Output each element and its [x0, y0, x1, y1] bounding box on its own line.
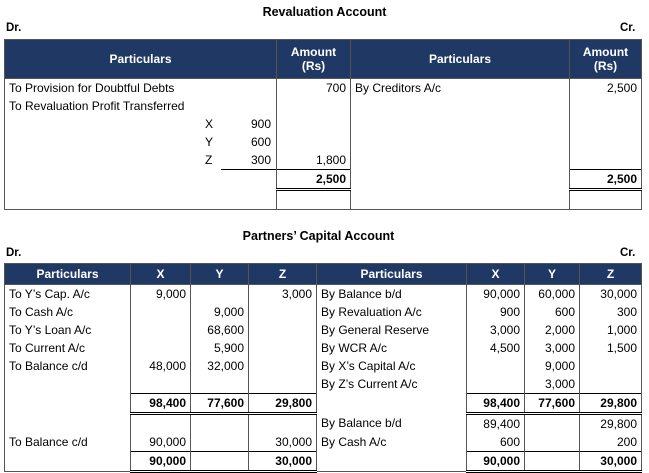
- partner-z-label: Z: [205, 151, 212, 169]
- cap-header-particulars-right: Particulars: [317, 264, 467, 285]
- revaluation-dr-label: Dr.: [6, 22, 21, 34]
- cell-x-left: [131, 375, 191, 394]
- cell-x-right: 4,500: [467, 339, 525, 357]
- table-row: [5, 339, 642, 357]
- cell-x-right: [467, 375, 525, 394]
- final-total-z-right: 30,000: [580, 452, 642, 472]
- cell-z-right: 1,000: [580, 321, 642, 339]
- cell-y-left: [191, 414, 249, 434]
- header-amount-left-line2: (Rs): [302, 59, 325, 73]
- cell-y-right: 3,000: [525, 375, 580, 394]
- cell-particulars-left: [5, 375, 131, 394]
- table-row: [5, 285, 642, 304]
- cap-header-particulars-left: Particulars: [5, 264, 131, 285]
- cell-x-left: [131, 339, 191, 357]
- partner-y-share: 600: [237, 133, 271, 151]
- header-amount-right: [570, 40, 642, 79]
- cell-y-right: 60,000: [525, 285, 580, 304]
- cell-y-right: 9,000: [525, 357, 580, 375]
- cell-particulars-left: To Current A/c: [5, 339, 131, 357]
- revaluation-total-left: 2,500: [277, 170, 351, 190]
- cell-z-left: [249, 375, 317, 394]
- table-row: [5, 433, 642, 452]
- cell-particulars-right: By WCR A/c: [317, 339, 467, 357]
- cell-z-right: [580, 357, 642, 375]
- cell-particulars-left: To Y’s Cap. A/c: [5, 285, 131, 304]
- cell-z-left: 3,000: [249, 285, 317, 304]
- profit-transferred-amount: 1,800: [277, 151, 351, 170]
- revaluation-table: [4, 39, 642, 210]
- total-x-left: 98,400: [131, 394, 191, 414]
- revaluation-row: [5, 115, 642, 133]
- cell-x-left: 48,000: [131, 357, 191, 375]
- header-amount-right-line1: Amount: [583, 45, 628, 59]
- profit-transferred-label: To Revaluation Profit Transferred: [5, 97, 277, 115]
- table-row: [5, 303, 642, 321]
- creditors-amount: 2,500: [570, 79, 642, 98]
- total-z-left: 29,800: [249, 394, 317, 414]
- cell-particulars-left: To Cash A/c: [5, 303, 131, 321]
- cell-particulars-left: [5, 414, 131, 434]
- cap-header-z-right: Z: [580, 264, 642, 285]
- total-z-right: 29,800: [580, 394, 642, 414]
- provision-amount: 700: [277, 79, 351, 98]
- partner-y-label: Y: [205, 133, 213, 151]
- cell-x-left: 9,000: [131, 285, 191, 304]
- cell-particulars-left: To Balance c/d: [5, 433, 131, 452]
- cell-x-left: [131, 414, 191, 434]
- revaluation-row: [5, 151, 642, 170]
- cell-x-right: 90,000: [467, 285, 525, 304]
- cell-y-left: [191, 375, 249, 394]
- cap-header-x-right: X: [467, 264, 525, 285]
- cell-x-left: 90,000: [131, 433, 191, 452]
- revaluation-total-row: [5, 170, 642, 190]
- cell-x-right: 3,000: [467, 321, 525, 339]
- capital-cr-label: Cr.: [620, 247, 635, 259]
- cell-y-left: [191, 433, 249, 452]
- cell-z-left: [249, 414, 317, 434]
- cap-header-y-right: Y: [525, 264, 580, 285]
- cell-particulars-right: By Balance b/d: [317, 414, 467, 434]
- cell-z-left: [249, 339, 317, 357]
- cell-y-left: [191, 285, 249, 304]
- cell-z-right: 29,800: [580, 414, 642, 434]
- cell-x-left: [131, 303, 191, 321]
- cap-header-z-left: Z: [249, 264, 317, 285]
- cell-y-left: 68,600: [191, 321, 249, 339]
- cell-z-left: [249, 321, 317, 339]
- cell-x-left: [131, 321, 191, 339]
- cell-z-left: [249, 303, 317, 321]
- table-row: [5, 414, 642, 434]
- capital-header-row: [5, 264, 642, 285]
- capital-table: [4, 263, 642, 473]
- cell-x-right: 900: [467, 303, 525, 321]
- cell-x-right: [467, 357, 525, 375]
- cell-z-right: 300: [580, 303, 642, 321]
- table-row: [5, 357, 642, 375]
- cell-particulars-right: By Cash A/c: [317, 433, 467, 452]
- cell-z-left: [249, 357, 317, 375]
- final-total-y-right: [525, 452, 580, 472]
- final-total-y-left: [191, 452, 249, 472]
- cell-particulars-left: To Balance c/d: [5, 357, 131, 375]
- capital-final-total-row: [5, 452, 642, 472]
- cell-y-left: 5,900: [191, 339, 249, 357]
- header-amount-left-line1: Amount: [291, 45, 336, 59]
- cell-y-right: 2,000: [525, 321, 580, 339]
- revaluation-row: [5, 97, 642, 115]
- cell-particulars-right: By General Reserve: [317, 321, 467, 339]
- capital-total-row: [5, 394, 642, 414]
- cell-x-right: 89,400: [467, 414, 525, 434]
- cell-y-right: [525, 433, 580, 452]
- partner-z-share: 300: [237, 151, 271, 169]
- cap-header-y-left: Y: [191, 264, 249, 285]
- partner-x-share: 900: [237, 115, 271, 133]
- cell-z-left: 30,000: [249, 433, 317, 452]
- cap-header-x-left: X: [131, 264, 191, 285]
- cell-particulars-right: By X’s Capital A/c: [317, 357, 467, 375]
- table-row: [5, 321, 642, 339]
- cell-y-right: [525, 414, 580, 434]
- provision-label: To Provision for Doubtful Debts: [5, 79, 277, 98]
- cell-y-right: 600: [525, 303, 580, 321]
- total-y-right: 77,600: [525, 394, 580, 414]
- cell-y-left: 9,000: [191, 303, 249, 321]
- cell-z-right: 30,000: [580, 285, 642, 304]
- header-amount-left: [277, 40, 351, 79]
- cell-z-right: 1,500: [580, 339, 642, 357]
- cell-y-left: 32,000: [191, 357, 249, 375]
- revaluation-row: [5, 133, 642, 151]
- cell-z-right: [580, 375, 642, 394]
- revaluation-title: Revaluation Account: [0, 5, 649, 19]
- revaluation-row: [5, 79, 642, 98]
- creditors-label: By Creditors A/c: [351, 79, 570, 98]
- cell-x-right: 600: [467, 433, 525, 452]
- header-particulars-right: Particulars: [351, 40, 570, 79]
- capital-dr-label: Dr.: [6, 247, 21, 259]
- capital-title: Partners’ Capital Account: [0, 229, 643, 243]
- cell-particulars-left: To Y’s Loan A/c: [5, 321, 131, 339]
- partner-x-label: X: [205, 115, 213, 133]
- final-total-z-left: 30,000: [249, 452, 317, 472]
- total-y-left: 77,600: [191, 394, 249, 414]
- revaluation-cr-label: Cr.: [620, 22, 635, 34]
- total-x-right: 98,400: [467, 394, 525, 414]
- cell-z-right: 200: [580, 433, 642, 452]
- revaluation-blank-row: [5, 190, 642, 210]
- cell-y-right: 3,000: [525, 339, 580, 357]
- final-total-x-right: 90,000: [467, 452, 525, 472]
- revaluation-header-row: [5, 40, 642, 79]
- header-amount-right-line2: (Rs): [594, 59, 617, 73]
- cell-particulars-right: By Z’s Current A/c: [317, 375, 467, 394]
- cell-particulars-right: By Revaluation A/c: [317, 303, 467, 321]
- cell-particulars-right: By Balance b/d: [317, 285, 467, 304]
- final-total-x-left: 90,000: [131, 452, 191, 472]
- table-row: [5, 375, 642, 394]
- header-particulars-left: Particulars: [5, 40, 277, 79]
- revaluation-total-right: 2,500: [570, 170, 642, 190]
